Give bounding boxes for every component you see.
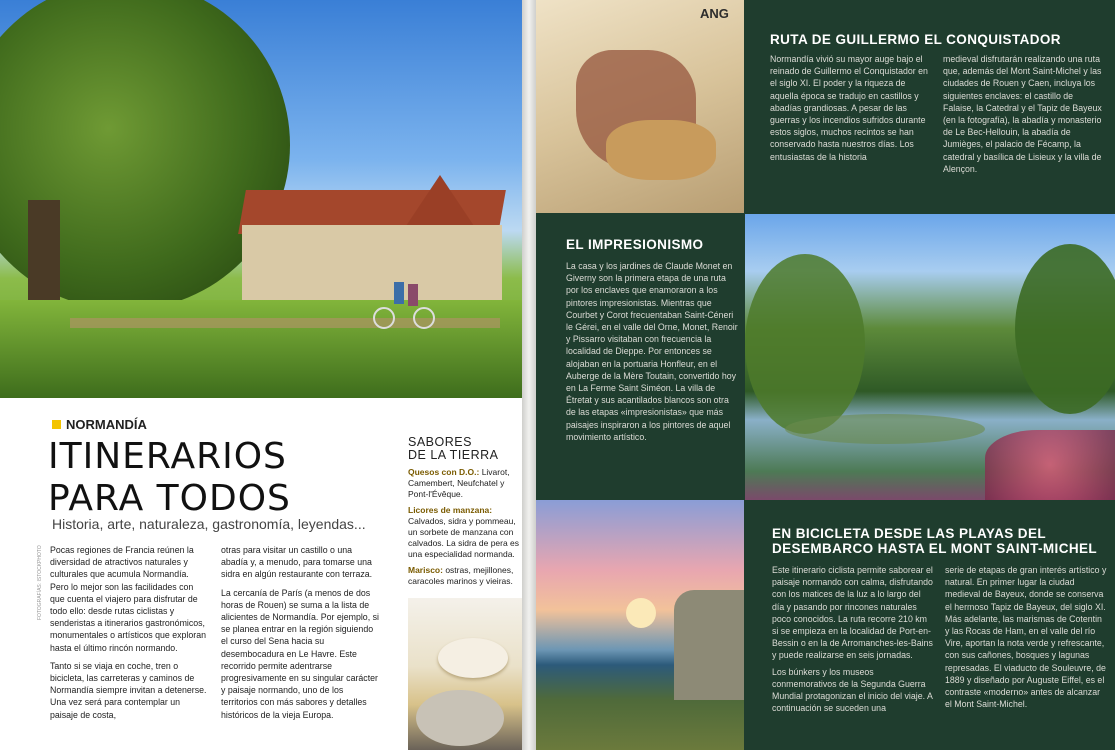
countryside-photo <box>0 0 522 398</box>
section-text: Este itinerario ciclista permite saborear el paisaje normando con calma, disfrutando con los matices de la luz a lo largo del día y pasando por rincones naturales poco conocidos. La ruta recorre 210 km si se empieza en la localidad de Port-en-Bessin o en la de Arromanches-les-Bains y puede realizarse en seis jornadas. <box>772 565 933 661</box>
intro-article <box>50 544 380 721</box>
item-text: Calvados, sidra y pommeau, un sorbete de manzana con calvados. La sidra de pera es una especialidad normanda. <box>408 516 520 559</box>
page-subtitle: Historia, arte, naturaleza, gastronomía, leyendas... <box>52 516 366 532</box>
sidebar-item <box>408 467 522 500</box>
item-label: Marisco: <box>408 565 443 575</box>
section-column <box>945 564 1108 714</box>
cyclists-icon <box>372 278 436 330</box>
section-bicicleta <box>772 526 1108 714</box>
right-page <box>536 0 1115 750</box>
article-column-2 <box>221 544 380 721</box>
item-text: ostras, mejillones, caracoles marinos y vieiras. <box>408 565 514 586</box>
paragraph: otras para visitar un castillo o una abadía y, a menudo, para tomarse una sidra en algún restaurante con terraza. <box>221 545 373 580</box>
sidebar-item <box>408 565 522 587</box>
section-text: serie de etapas de gran interés artístico y natural. En primer lugar la ciudad medieval de Bayeux, donde se conserva el hermoso Tapiz de Bayeux, del siglo XI. Más adelante, las marismas de Cotentin y las Rocas de Ham, en el valle del río Vire, aportan la nota verde y refrescante, con sus cañones, bosques y lagunas represadas. El viaducto de Souleuvre, de 1889 y diseñado por Auguste Eiffel, es el contraste «moderno» antes de alcanzar el Mont Saint-Michel. <box>945 565 1107 710</box>
article-column-1 <box>50 544 209 721</box>
tapestry-inscription: ANG <box>700 6 729 21</box>
sidebar-item <box>408 505 522 560</box>
willow-tree <box>1015 244 1115 414</box>
section-column <box>772 564 935 714</box>
section-columns <box>770 53 1106 175</box>
item-label: Licores de manzana: <box>408 505 493 515</box>
section-text: La casa y los jardines de Claude Monet en Giverny son la primera etapa de una ruta por los enclaves que enamoraron a los pintores impresionistas. Mientras que Courbet y Corot frecuentaban Saint-Céneri le Gérei, en el valle del Orne, Monet, Renoir y Pissarro visitaban con frecuencia la localidad de Dieppe. Por entonces se alojaban en la portuaria Honfleur, en el Auberge de la Mère Toutain, convertido hoy en La Ferme Saint Siméon. La villa de Étretat y sus acantilados blancos son otra de las etapas «impresionistas» que más paisajes inspiraron a los pintores de aquel movimiento artístico. <box>566 261 738 442</box>
left-page <box>0 0 522 750</box>
section-text: Normandía vivió su mayor auge bajo el reinado de Guillermo el Conquistador en el siglo XI. El poder y la riqueza de aquella época se tradujo en castillos y abadías grandiosas. A pesar de las guerras y los incendios sufridos durante estos siglos, muchos recintos se han conservado hasta nuestros días. Los entusiastas de la historia <box>770 54 928 162</box>
tapestry-horse <box>606 120 716 180</box>
giverny-garden-photo <box>745 214 1115 500</box>
section-title: RUTA DE GUILLERMO EL CONQUISTADOR <box>770 32 1061 47</box>
section-text: medieval disfrutarán realizando una ruta que, además del Mont Saint-Michel y las ciudades de Rouen y Caen, incluya los siguientes enclaves: el castillo de Falaise, la Catedral y el Tapiz de Bayeux (en la fotografía), la abadía y monasterio de Le Bec-Hellouin, la abadía de Jumièges, el palacio de Fécamp, la catedral y basílica de Lisieux y la villa de Alençon. <box>943 54 1102 174</box>
section-title: EN BICICLETA DESDE LAS PLAYAS DEL DESEMBARCO HASTA EL MONT SAINT-MICHEL <box>772 526 1098 556</box>
paragraph: Pocas regiones de Francia reúnen la diversidad de atractivos naturales y culturales que acumula Normandía. Pero lo mejor son las facilidades con que cuenta el viajero para disfrutar de todo ello: desde rutas ciclistas y senderistas a itinerarios gastronómicos, monumentales o artísticos que exploran hasta el último rincón normando. <box>50 545 206 653</box>
willow-tree <box>745 254 865 434</box>
bayeux-tapestry-photo <box>536 0 744 213</box>
page-title: ITINERARIOS PARA TODOS <box>48 436 291 519</box>
sidebar-sabores <box>408 436 522 587</box>
water-lilies <box>785 414 985 444</box>
cheese-wheel <box>438 638 508 678</box>
section-tag <box>52 417 147 432</box>
bunker-structure <box>674 590 744 700</box>
section-title: EL IMPRESIONISMO <box>566 237 704 252</box>
photo-credit: FOTOGRAFÍAS: ISTOCKPHOTO <box>37 545 43 620</box>
section-impresionismo <box>566 237 738 443</box>
section-guillermo <box>770 32 1106 175</box>
cheese-wheel <box>416 690 504 746</box>
flower-bed <box>985 430 1115 500</box>
section-tag-label: NORMANDÍA <box>66 417 147 432</box>
tag-marker <box>52 420 61 429</box>
sidebar-title: SABORES DE LA TIERRA <box>408 435 499 462</box>
cheese-photo <box>408 598 522 750</box>
page-spine <box>522 0 536 750</box>
coast-bunker-photo <box>536 500 744 750</box>
item-text: Livarot, Camembert, Neufchatel y Pont-l'Évêque. <box>408 467 510 499</box>
grass-field <box>0 300 522 398</box>
paragraph: La cercanía de París (a menos de dos horas de Rouen) se suma a la lista de alicientes de Normandía. Por ejemplo, si se planea entrar en la región siguiendo el curso del Sena hacia su desembocadura en Le Havre. Este recorrido permite adentrarse progresivamente en su singular carácter y paisaje normando, uno de los territorios con más sabores y detalles históricos de la vieja Europa. <box>221 587 379 720</box>
section-columns <box>772 564 1108 714</box>
paragraph: Tanto si se viaja en coche, tren o bicicleta, las carreteras y caminos de Normandía siempre invitan a detenerse. Una vez será para contemplar un paisaje de costa, <box>50 660 207 720</box>
section-text: Los búnkers y los museos conmemorativos de la Segunda Guerra Mundial protagonizan el inicio del viaje. A continuación se suceden una <box>772 666 933 714</box>
sunset-sun <box>626 598 656 628</box>
item-label: Quesos con D.O.: <box>408 467 480 477</box>
